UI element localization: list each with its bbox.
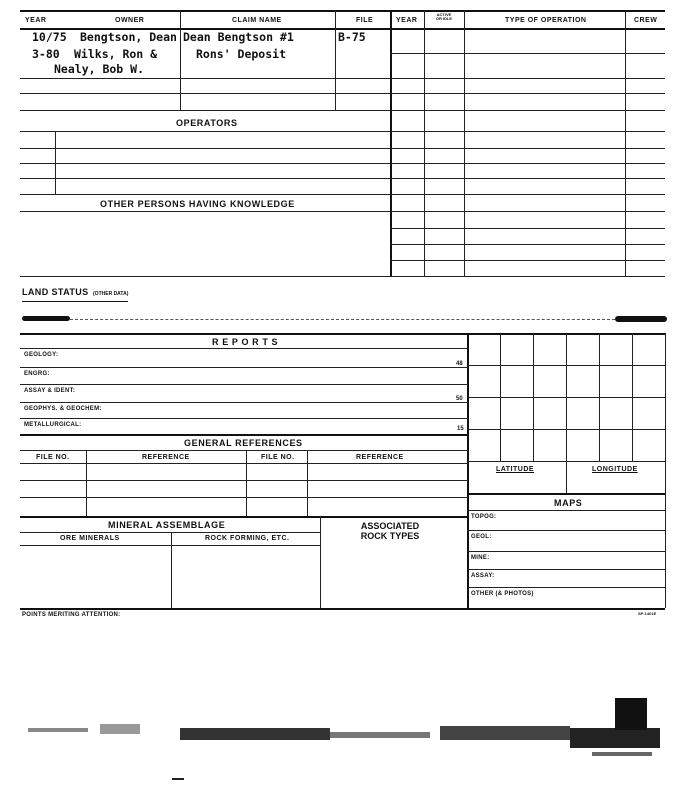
report-page-number: 50	[456, 396, 463, 402]
knowledge-title: OTHER PERSONS HAVING KNOWLEDGE	[100, 199, 295, 209]
col-header-file-no: FILE NO.	[261, 454, 295, 461]
report-label-geophys: GEOPHYS. & GEOCHEM:	[24, 406, 102, 412]
report-label-engrg: ENGRG:	[24, 371, 50, 377]
latitude-label: LATITUDE	[496, 466, 535, 473]
claim-name: Rons' Deposit	[196, 47, 287, 61]
col-header-active-or-idle: ACTIVE OR IDLE	[435, 12, 453, 21]
report-page-number: 48	[456, 361, 463, 367]
file-no: B-75	[338, 30, 366, 44]
points-meriting-attention: POINTS MERITING ATTENTION:	[22, 612, 121, 618]
land-status	[22, 282, 128, 302]
maps-label-geol: GEOL:	[471, 534, 492, 540]
maps-label-mine: MINE:	[471, 555, 490, 561]
claim-name: Dean Bengtson #1	[183, 30, 294, 44]
land-status-title: LAND STATUS	[22, 287, 89, 297]
maps-title: MAPS	[554, 498, 583, 508]
maps-label-assay: ASSAY:	[471, 573, 495, 579]
col-header-crew: CREW	[634, 17, 658, 24]
owner-year: 3-80	[32, 47, 60, 61]
col-header-rock-forming: ROCK FORMING, ETC.	[205, 535, 290, 542]
longitude-label: LONGITUDE	[592, 466, 638, 473]
col-header-reference: REFERENCE	[356, 454, 404, 461]
col-header-type-of-operation: TYPE OF OPERATION	[505, 17, 587, 24]
col-header-year: YEAR	[25, 17, 47, 24]
owner-name: Bengtson, Dean	[80, 30, 177, 44]
col-header-reference: REFERENCE	[142, 454, 190, 461]
operators-title: OPERATORS	[176, 118, 238, 128]
report-label-geology: GEOLOGY:	[24, 352, 59, 358]
mineral-assemblage-title: MINERAL ASSEMBLAGE	[108, 520, 226, 530]
land-status-note: (OTHER DATA)	[93, 291, 129, 297]
report-label-metallurgical: METALLURGICAL:	[24, 422, 82, 428]
col-header-file-no: FILE NO.	[36, 454, 70, 461]
form-code: SP-1401E	[638, 611, 657, 616]
owner-year: 10/75	[32, 30, 67, 44]
col-header-year: YEAR	[396, 17, 418, 24]
owner-name: Nealy, Bob W.	[54, 62, 145, 76]
general-references-title: GENERAL REFERENCES	[184, 438, 303, 448]
col-header-ore-minerals: ORE MINERALS	[60, 535, 120, 542]
report-page-number: 15	[457, 426, 464, 432]
punch-hole-mark	[615, 316, 667, 322]
associated-rock-types-title: ASSOCIATED ROCK TYPES	[360, 521, 420, 541]
maps-label-other-photos: OTHER (& PHOTOS)	[471, 591, 534, 597]
maps-label-topog: TOPOG:	[471, 514, 497, 520]
col-header-file: FILE	[356, 17, 374, 24]
reports-title: R E P O R T S	[212, 337, 279, 347]
col-header-owner: OWNER	[115, 17, 145, 24]
report-label-assay: ASSAY & IDENT:	[24, 388, 76, 394]
punch-hole-mark	[22, 316, 70, 321]
owner-name: Wilks, Ron &	[74, 47, 158, 61]
col-header-claim-name: CLAIM NAME	[232, 17, 282, 24]
